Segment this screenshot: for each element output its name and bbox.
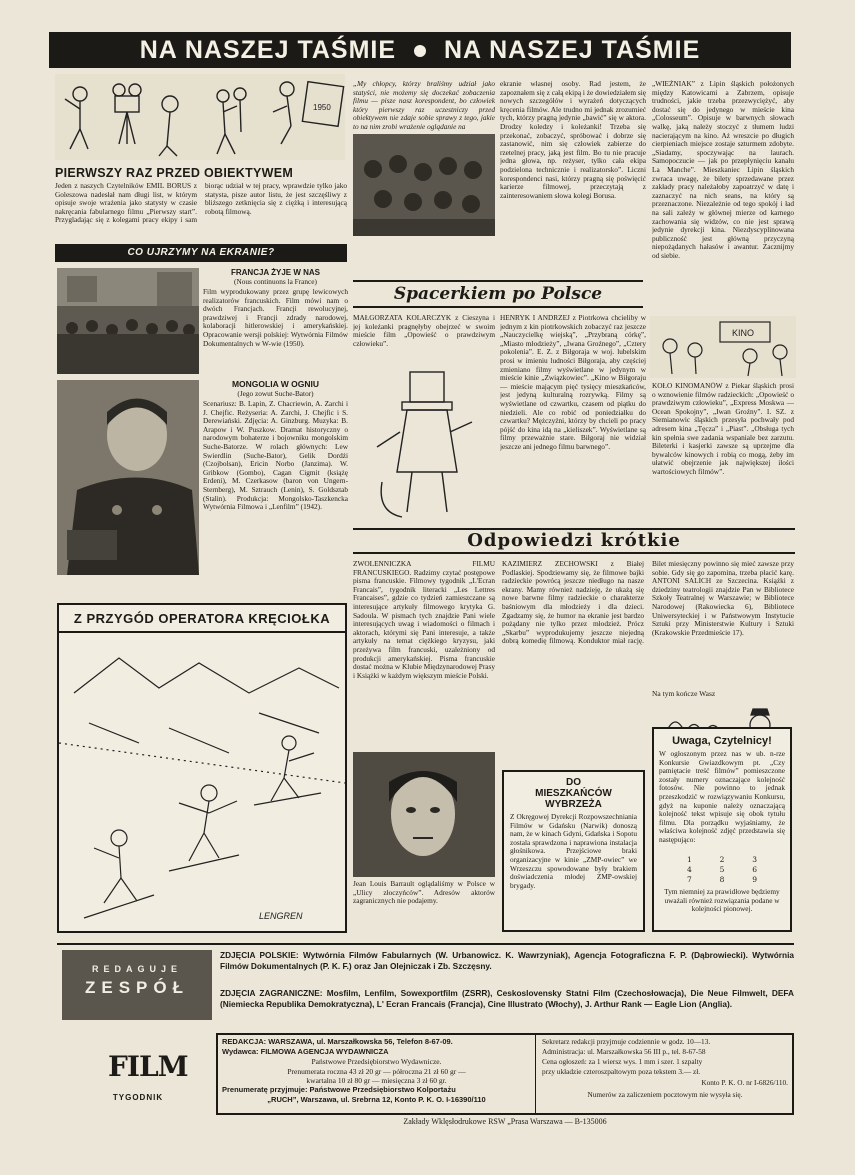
uwaga-grid: [687, 855, 757, 885]
odpowiedzi-closing: Na tym kończe Wasz: [652, 690, 716, 698]
odpowiedzi-title: Odpowiedzi krótkie: [353, 528, 795, 554]
colophon-left-6: Prenumeratę przyjmuje: Państwowe Przedsiębiorstwo Kolportażu: [222, 1085, 456, 1094]
uwaga-footer: Tym niemniej za prawidłowe będziemy uważali również rozwiązania podane w kolejności pionowej.: [664, 887, 780, 914]
odpowiedzi-col1: ZWOLENNICZKA FILMU FRANCUSKIEGO. Radzimy czytać postępowe pisma francuskie. Filmowy tygodnik „L'Ecran Francais”, tygodnik literacki „Les Lettres Francaises”, gdzie co tydzień zamieszczane są interesujące artykuły filmowego krytyka G. Sadoula. W pismach tych znajdzie Pani wiele interesujących uwag i wiadomości o filmach i aktorach, którymi się Pani interesuje, a także artykuły na temat ciężkiego kryzysu, jaki przeżywa film francuski, uzależniony od produkcji amerykańskiej. Pisma francuskie dostać można w Klubie Międzynarodowej Prasy i Książki w każdym większym mieście Polski.: [353, 560, 495, 680]
colophon-right: [538, 1035, 792, 1113]
tygodnik-label: TYGODNIK: [112, 1093, 164, 1102]
mieszkancow-box: [502, 770, 645, 932]
pierwszy-text: Jeden z naszych Czytelników EMIL BORUS z Goleszowa nadesłał nam długi list, w którym opisuje swoje wrażenia jako statysty w czasie nakręcania fabularnego filmu „Pierwszy start”. Przygladając się z kolegami pracy ekipy i sam biorąc udział w tej pracy, wprawdzie tylko jako statysta, pisze autor listu, że jest szczęśliwy z bliższego zetknięcia się z ciężką i interesującą robotą filmową.: [55, 182, 347, 225]
redaguje-block: [62, 950, 212, 1020]
colophon-right-6: Numerów za zaliczeniem pocztowym nie wysyła się.: [587, 1090, 743, 1099]
portrait-photo-suche-bator: [57, 380, 199, 575]
grid-cell: 8: [719, 875, 725, 884]
colophon-left-4: Prenumerata roczna 43 zł 20 gr — półroczna 21 zł 60 gr —: [287, 1067, 466, 1076]
colophon-left-7: „RUCH”, Warszawa, ul. Srebrna 12, Konto P. K. O. I-16390/110: [267, 1095, 486, 1104]
francja-subtitle: (Nous continuons la France): [234, 278, 317, 286]
grid-cell: 5: [719, 865, 725, 874]
colophon-left-1: REDAKCJA: WARSZAWA, ul. Marszałkowska 56, Telefon 8-67-09.: [222, 1037, 453, 1046]
stamp-figure-illustration: [362, 362, 482, 522]
uwaga-text: W ogłoszonym przez nas w ub. n-rze Konkursie Gwiazdkowym pt. „Czy pamiętacie treść filmów” pomieszczone zostały numery oznaczające kolejność fotosów. Nie powinno to jednak przeszkodzić w rozwiązywaniu Konkursu, gdyż na kuponie należy oznaczającą kolejność tekst wpisuje się obok tytułu filmu. Dla porządku wyjaśniamy, że właściwa kolejność zdjęć przedstawia się następująco:: [659, 749, 785, 844]
grid-cell: 3: [752, 855, 757, 864]
grid-cell: 1: [687, 855, 692, 864]
odpowiedzi-caption: Jean Louis Barrault oglądaliśmy w Polsce w „Ulicy złoczyńców”. Adresów aktorów zagranicznych nie podajemy.: [353, 880, 495, 906]
pierwszy-title: PIERWSZY RAZ PRZED OBIEKTYWEM: [55, 166, 294, 180]
uwaga-grid-row: [687, 875, 757, 885]
chlopcy-col1: „My chłopcy, którzy braliśmy udział jako statyści, nie możemy się doczekać zobaczenia filmu — pisze nasz korespondent, bo człowiek który pierwszy raz uczestniczy przed obiektywem nie zdaje sobie sprawy z tego, jakie to na nim zrobi wrażenie oglądanie na: [353, 80, 495, 131]
colophon-left-2: Wydawca: FILMOWA AGENCJA WYDAWNICZA: [222, 1047, 389, 1056]
skiers-cartoon: [59, 633, 345, 931]
banner-left: NA NASZEJ TAŚMIE: [139, 36, 397, 64]
grid-cell: 9: [752, 875, 757, 884]
mongolia-subtitle: (Jego zowut Suche-Bator): [237, 390, 314, 398]
uwaga-grid-row: [687, 855, 757, 865]
przygod-title: Z PRZYGÓD OPERATORA KRĘCIOŁKA: [59, 605, 345, 633]
przygod-signature: LENGREN: [259, 911, 303, 921]
colophon-right-5: Konto P. K. O. nr I-6826/110.: [701, 1078, 788, 1087]
banner-right: NA NASZEJ TAŚMIE: [443, 36, 701, 64]
redaguje-label: REDAGUJE: [91, 964, 182, 974]
grid-cell: 6: [752, 865, 757, 874]
svg-text:1950: 1950: [313, 103, 331, 112]
zespol-label: ZESPÓŁ: [84, 978, 189, 997]
przygod-box: [57, 603, 347, 933]
mieszkancow-text: Z Okręgowej Dyrekcji Rozpowszechniania Filmów w Gdańsku (Narwik) donoszą nam, że w kinach Gdyni, Gdańska i Sopotu zostala sprawdzona i naprawiona instalacja głośnikowa. Przejściowe braki organizacyjne w kinie „ZMP-owiec” we Wrzeszczu spowodowane były brakiem doświadczenia młodej ZMP-owskiej brygady.: [510, 812, 637, 890]
spacerkiem-title: Spacerkiem po Polsce: [353, 280, 643, 308]
chlopcy-col2: ekranie własnej osoby. Rad jestem, że zapoznałem się z całą ekipą i że dowiedziałem się nowych szczegółów i wyrażeń dotyczących kręcenia filmów. Ale trudno mi jednak zrozumieć tych, którzy pragną jedynie „bawić” się w aktora. Drodzy koledzy i koleżanki! Trzeba się przekonać, zobaczyć, spróbować i dobrze się zastanowić, nim się człowiek zabierze do rzetelnej pracy, jaką jest film. Bo tu nie pracuje jedna głowa, np. reżyser, tylko cała ekipa podzielona technicznie i realizatorsko”. Liczni korespondenci nasi, którzy pragną się poświęcić karierze filmowej, przeczytają z zainteresowaniem słowa kolegi Borusa.: [500, 80, 646, 200]
uwaga-title: Uwaga, Czytelnicy!: [672, 735, 772, 747]
mongolia-title: MONGOLIA W OGNIU: [231, 379, 320, 389]
film-logo: FILM: [108, 1050, 188, 1083]
kino-cartoon: [650, 316, 796, 378]
uwaga-box: [652, 727, 792, 932]
printer-line: Zakłady Wklęsłodrukowe RSW „Prasa Warszawa — B-135006: [403, 1118, 607, 1126]
colophon-box: [216, 1033, 794, 1115]
barrault-portrait-photo: [353, 752, 495, 877]
grid-cell: 7: [687, 875, 692, 884]
crowd-photo: [57, 268, 199, 374]
divider: [57, 943, 794, 945]
colophon-left-5: kwartalna 10 zł 80 gr — miesięczna 3 zł 60 gr.: [306, 1076, 447, 1085]
colophon-right-1: Sekretarz redakcji przyjmuje codziennie w godz. 10—13.: [542, 1037, 711, 1046]
colophon-left: [218, 1035, 536, 1113]
page-banner: [49, 32, 791, 68]
odpowiedzi-col2: KAZIMIERZ ZECHOWSKI z Białej Podlaskiej. Spodziewamy się, że filmowe bajki radzieckie powrócą jeszcze niedługo na nasze ekrany. Mamy również nadzieję, że ukażą się nowe barwne filmy radzieckie o charakterze baśniowym dla młodzieży i dla dzieci. Zgadzamy się, że humor na ekranie jest bardzo pożądany nie tylko przez młodzież. Prócz „Skarbu” wyprodukujemy jeszcze niejedną dobrą komedię filmową. Konduktor miał rację. Bilet miesięczny powinno się mieć zawsze przy sobie. Gdy się go zapomina, trzeba płacić karę. ANTONI SALICH ze Szczecina. Książki z dziedziny teatrologii znajdzie Pan w Bibliotece Szkoły Teatralnej w Warszawie; w Bibliotece Narodowej (Rakowiecka 6), Bibliotece Uniwersyteckiej i w Państwowym Instytucie Sztuki przy Ministerstwie Kultury i Sztuki (Krakowskie Przedmieście 17).: [502, 560, 794, 646]
colophon-right-3: Cena ogłoszeń: za 1 wiersz wys. 1 mm i szer. 1 szpalty: [542, 1057, 703, 1066]
francja-text: Film wyprodukowany przez grupę lewicowych realizatorów francuskich. Film mówi nam o dwóch Francjach. Francji rewolucyjnej, prawdziwej i Francji zdrady narodowej, kolaboracji hitlerowskiej i amerykańskiej. Opracowanie wersji polskiej: Wytwórnia Filmów Dokumentalnych w W-wie (1950).: [203, 288, 348, 348]
colophon-left-3: Państwowe Przedsiębiorstwo Wydawnicze.: [311, 1057, 442, 1066]
uwaga-grid-row: [687, 865, 757, 875]
spacerkiem-col1: MAŁGORZATA KOLARCZYK z Cieszyna i jej koleżanki pragnęłyby obejrzeć w swoim mieście film „Opowieść o prawdziwym człowieku”.: [353, 314, 495, 348]
film-crew-photo: [353, 134, 495, 236]
mieszkancow-title-1: DO: [566, 777, 581, 788]
colophon-right-2: Administracja: ul. Marszałkowska 56 III p., tel. 8-67-58: [542, 1047, 706, 1056]
mongolia-text: Scenariusz: B. Lapin, Z. Chacriewin, A. Zarchi i J. Chejfic. Reżyseria: A. Zarchi, J. Chejfic i S. Derewiański. Zdjęcia: A. Ginzburg. Muzyka: B. Arapow i W. Puszkow. Dramat historyczny o narodowym bohaterze i bojowniku mongolskim Suche-Batorze. W rolach głównych: Lew Swierdlin (Suche-Bator), Gelik Dordżi (Czojbolsan), Ericin Norbo (Janzima). W. Gribkow (Gombo), Cagan Cigmit (książę Erdeni), M. Czerkasow (baron von Ungern-Sternberg), M. Sztrauch (Lenin), S. Goldsztab (Stalin). Produkcja: Mongolsko-Taszkencka Wytwórnia Filmowa i „Lenfilm” (1942).: [203, 400, 348, 512]
grid-cell: 2: [719, 855, 725, 864]
wiezniak-text: „WIEŹNIAK” z Lipin śląskich położonych między Katowicami a Zabrzem, opisuje trudności, jakie trzeba przezwyciężyć, aby dostać się do jedynego w mieście kina „Colosseum”. Opisuje w barwnych słowach walkę, jaką należy stoczyć z tłumem ludzi nacierającym na kino. Aż wreszcie po długich cierpieniach miejsce zostaje szturmem zdobyte. „Siadamy, spoczywając na laurach. Samopoczucie — jak po przepłynięciu kanału La Manche”. Mieszkaniec Lipin śląskich zwraca uwagę, że bilety sprzedawane przez zakłady pracy należałoby zapoatrzyć w datę i zaznaczyć na nich seans, na który są przeznaczone. Niezależnie od tego spokój i ład na sali zależy w głównej mierze od karnego zachowania się widzów, co nie jest sprawą jedynie dyrekcji kina. Niezdyscyplinowana publiczność jest główną przyczyną niepożądanych hałasów i awantur. Zacznijmy od siebie.: [652, 80, 794, 260]
mieszkancow-title-3: WYBRZEŻA: [545, 799, 602, 810]
kino-label: KINO: [732, 328, 755, 338]
bullet-dot: [414, 45, 426, 57]
kolo-text: KOŁO KINOMANÓW z Piekar śląskich prosi o wznowienie filmów radzieckich: „Opowieść o prawdziwym człowieku”, „Express Moskwa — Ocean Spokojny”, „Iwan Groźny”. I. SZ. z Siemianowic śląskich przesyła pochwały pod adresem kina „Tęcza” i „Piast”. „Obsługa tych kin spełnia swe zadania wspaniale bez zarzutu. Bileterki i kasjerki zawsze są uprzejme dla bywalców kinowych i robią co mogą, żeby im ułatwić obejrzenie jak największej ilości wartościowych filmów”.: [652, 382, 794, 476]
cartoon-figures-illustration: [55, 74, 345, 160]
francja-title: FRANCJA ŻYJE W NAS: [230, 268, 321, 277]
ekranie-title: CO UJRZYMY NA EKRANIE?: [55, 244, 347, 262]
colophon-right-4: przy układzie czteroszpaltowym poza tekstem 3.— zł.: [542, 1067, 701, 1076]
zdjecia-zagraniczne: ZDJĘCIA ZAGRANICZNE: Mosfilm, Lenfilm, Sowexportfilm (ZSRR), Ceskoslovensky Statni Film (Czechosłowacja), Die Neue Filmwelt, DEFA (Niemiecka Republika Demokratyczna), L' Ecran Francais (Francja), Cine Illustrato (Włochy), J. Arthur Rank — Eagle Lion (Anglia).: [220, 988, 794, 1009]
spacerkiem-col2: HENRYK I ANDRZEJ z Piotrkowa chcieliby w jednym z kin piotrkowskich zobaczyć raz jeszcze „Nauczycielkę wiejską”, „Przybraną córkę”, „Miasto młodzieży”, „Iwana Groźnego”, „Cztery pokolenia”. E. Z. z Biłgoraja w woj. lubelskim prosi w imieniu ludności Biłgoraja, aby częściej zmieniano filmy wyświetlane w jedynym w mieście kinie „Związkowiec”. „Kino w Biłgoraju — mieście mającym pięć tysięcy mieszkańców, jest jedyną kulturalną rozrywką. Filmy są wyświetlane od czwartku, czasem od piątku do niedzieli. Ale co robić od poniedziałku do czwartku? Mężczyźni, którzy by chcieli po pracy pójść do kina idą na „kieliszek”. Wyświetlane są filmy przeważnie stare. Biłgoraj nie widział jeszcze ani jednego filmu barwnego”.: [500, 314, 646, 451]
mieszkancow-title-2: MIESZKAŃCÓW: [535, 788, 612, 799]
zdjecia-polskie: ZDJĘCIA POLSKIE: Wytwórnia Filmów Fabularnych (W. Urbanowicz. K. Wawrzyniak), Agencja Fotograficzna F. P. (Dąbrowiecki). Wytwórnia Filmów Dokumentalnych (P. K. F.) oraz Jan Olejniczak i Zb. Szczęsny.: [220, 950, 794, 971]
grid-cell: 4: [687, 865, 692, 874]
